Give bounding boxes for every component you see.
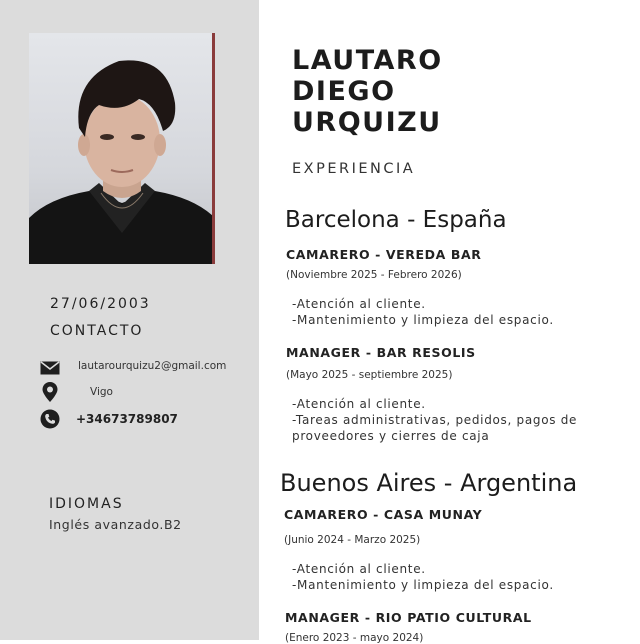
job-description-line: -Atención al cliente. [292,397,426,411]
languages-heading: IDIOMAS [49,496,124,512]
location-heading: Barcelona - España [285,207,507,233]
birth-date: 27/06/2003 [50,296,151,312]
name-line: DIEGO [292,76,396,107]
contact-email-row [40,359,227,377]
job-dates: (Junio 2024 - Marzo 2025) [284,534,421,546]
job-description-line: -Tareas administrativas, pedidos, pagos de [292,413,578,427]
job-description-line: -Atención al cliente. [292,297,426,311]
languages-value: Inglés avanzado.B2 [49,517,182,532]
profile-photo [29,33,215,264]
name-line: URQUIZU [292,107,442,138]
job-dates: (Enero 2023 - mayo 2024) [285,632,424,644]
sidebar [0,0,259,640]
contact-email[interactable]: lautarourquizu2@gmail.com [78,360,227,372]
name-line: LAUTARO [292,45,443,76]
job-description-line: -Mantenimiento y limpieza del espacio. [292,578,554,592]
location-heading: Buenos Aires - Argentina [280,469,578,497]
job-dates: (Noviembre 2025 - Febrero 2026) [286,269,462,281]
job-title: MANAGER - RIO PATIO CULTURAL [285,610,532,625]
job-title: CAMARERO - CASA MUNAY [284,507,483,522]
envelope-icon [40,359,60,377]
full-name [292,45,443,138]
contact-city-row [40,383,113,401]
contact-heading: CONTACTO [50,323,144,339]
contact-phone-row [40,410,178,428]
job-title: MANAGER - BAR RESOLIS [286,345,476,360]
job-description [292,396,604,444]
job-title: CAMARERO - VEREDA BAR [286,247,482,262]
experience-heading: EXPERIENCIA [292,161,416,177]
portrait-illustration [29,33,215,264]
job-description [292,561,604,593]
job-description-line: -Atención al cliente. [292,562,426,576]
job-description-line: -Mantenimiento y limpieza del espacio. [292,313,554,327]
contact-city: Vigo [90,386,113,398]
job-dates: (Mayo 2025 - septiembre 2025) [286,369,453,381]
location-pin-icon [40,383,60,401]
phone-icon [40,410,60,428]
contact-phone[interactable]: +34673789807 [76,412,178,426]
job-description-line: proveedores y cierres de caja [292,429,490,443]
job-description [292,296,604,328]
